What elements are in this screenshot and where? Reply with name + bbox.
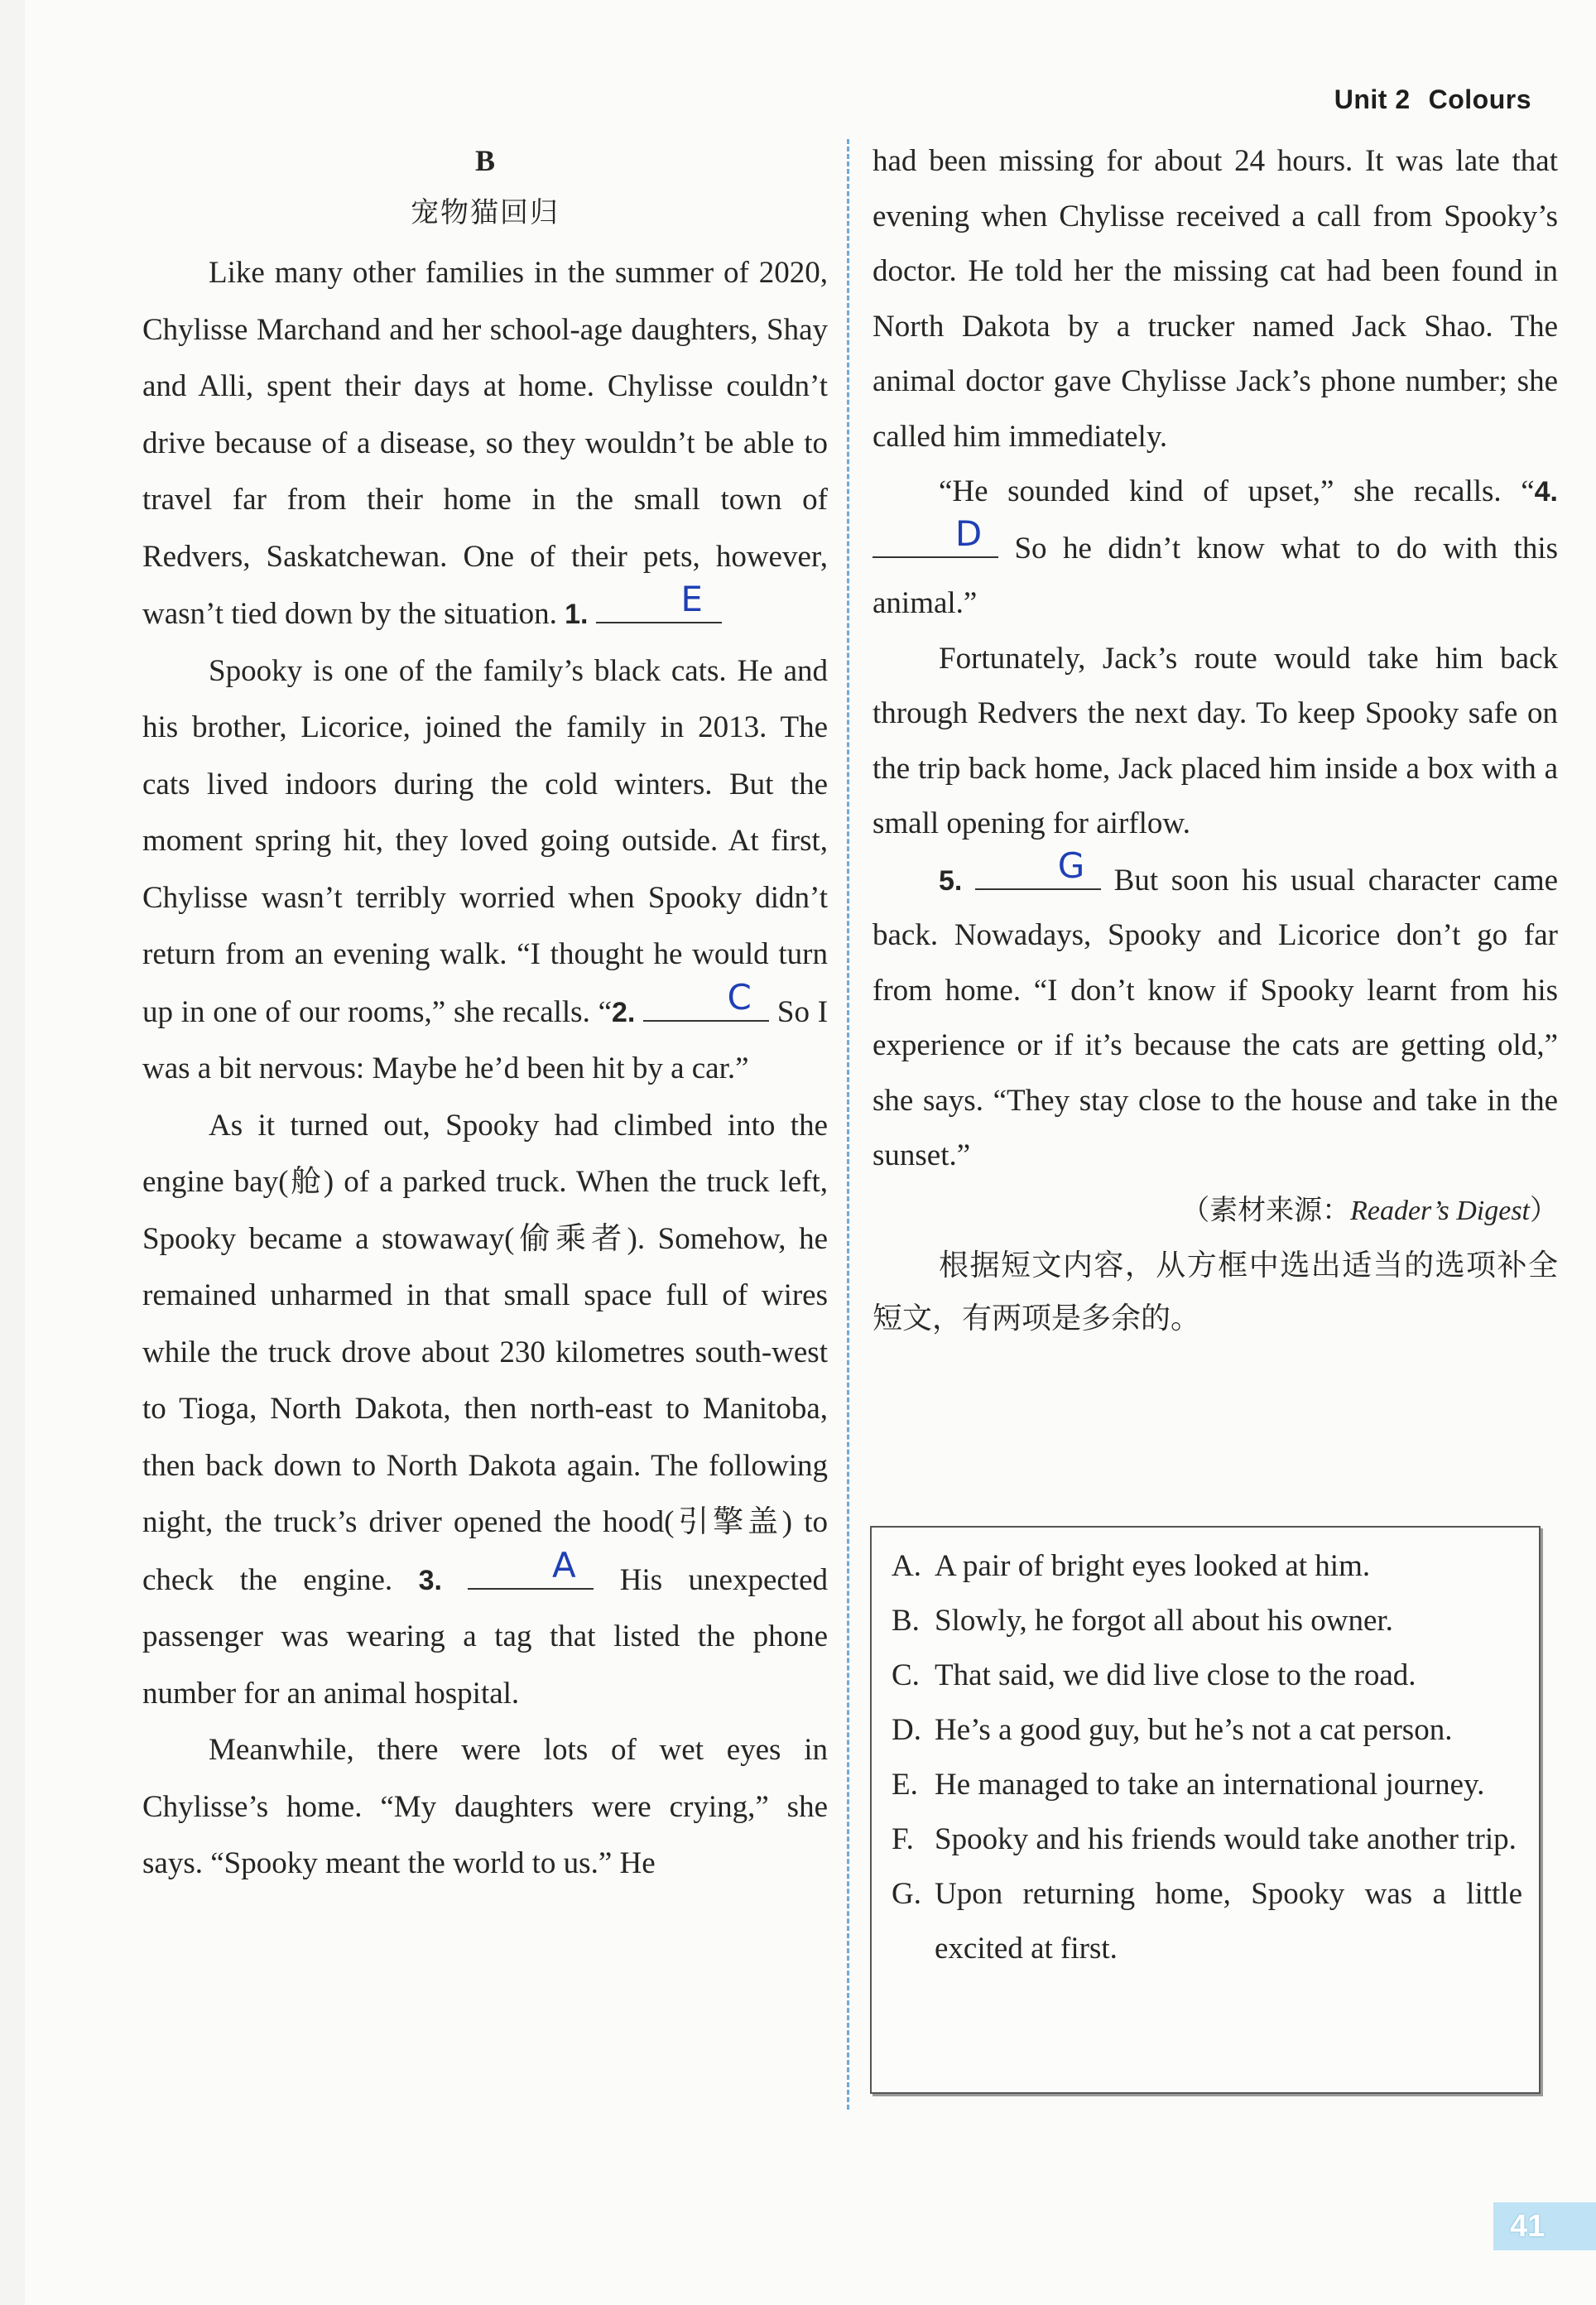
paragraph-2-end: So I was a bit nervous: Maybe he’d been hit by a car.” bbox=[142, 994, 829, 1085]
option-text: Slowly, he forgot all about his owner. bbox=[935, 1604, 1393, 1638]
question-2-number: 2. bbox=[612, 996, 636, 1028]
source-name: Reader’s Digest bbox=[1350, 1195, 1530, 1226]
option-letter: C. bbox=[892, 1658, 920, 1692]
option-g[interactable] bbox=[887, 1867, 1522, 1976]
question-5-number: 5. bbox=[939, 864, 963, 897]
options-box bbox=[870, 1526, 1541, 2094]
header-unit: Unit 2 bbox=[1334, 84, 1411, 114]
header-title: Colours bbox=[1428, 84, 1531, 114]
answer-blank-3[interactable] bbox=[468, 1544, 594, 1590]
running-header bbox=[1334, 84, 1531, 115]
paragraph-3 bbox=[142, 1098, 828, 1723]
paragraph-2-text: Spooky is one of the family’s black cats. He and his brother, Licorice, joined the family in 2013. The cats lived indoors during the cold winters. But the moment spring hit, they loved going outside. At first, Chylisse wasn’t terribly worried when Spooky didn’t return from an evening walk. “I thought he would turn up in one of our rooms,” she recalls. “ bbox=[142, 653, 828, 1029]
answer-blank-1[interactable] bbox=[596, 579, 722, 623]
answer-blank-5[interactable] bbox=[975, 845, 1101, 890]
paragraph-5-end: So he didn’t know what to do with this animal.” bbox=[873, 531, 1559, 620]
right-column bbox=[873, 134, 1558, 1345]
section-subtitle: 宠物猫回归 bbox=[411, 198, 560, 229]
option-a[interactable] bbox=[887, 1539, 1522, 1594]
option-letter: A. bbox=[892, 1549, 921, 1583]
column-divider bbox=[847, 139, 849, 2110]
option-text: Spooky and his friends would take another trip. bbox=[935, 1822, 1517, 1856]
option-text: He’s a good guy, but he’s not a cat person. bbox=[935, 1713, 1453, 1747]
answer-5: G bbox=[1057, 845, 1085, 886]
option-d[interactable] bbox=[887, 1703, 1522, 1758]
paragraph-2 bbox=[142, 643, 828, 1098]
page-number: 41 bbox=[1493, 2202, 1596, 2250]
question-1-number: 1. bbox=[565, 599, 589, 630]
answer-blank-4[interactable] bbox=[873, 512, 998, 558]
source-prefix: （素材来源： bbox=[1181, 1195, 1351, 1226]
option-f[interactable] bbox=[887, 1812, 1522, 1867]
answer-4: D bbox=[954, 512, 983, 554]
paragraph-7 bbox=[873, 845, 1559, 1184]
answer-3: A bbox=[551, 1544, 576, 1586]
option-e[interactable] bbox=[887, 1758, 1522, 1812]
answer-1: E bbox=[680, 579, 703, 619]
paragraph-5 bbox=[873, 464, 1558, 632]
source-suffix: ） bbox=[1530, 1195, 1558, 1226]
paragraph-4 bbox=[142, 1722, 828, 1893]
option-letter: G. bbox=[892, 1877, 921, 1911]
option-text: That said, we did live close to the road. bbox=[935, 1658, 1416, 1692]
paragraph-3-end: His unexpected passenger was wearing a tag that listed the phone number for an animal hospital. bbox=[142, 1562, 829, 1711]
option-text: He managed to take an international journey. bbox=[935, 1768, 1485, 1802]
source-citation bbox=[873, 1184, 1558, 1239]
paragraph-7-text: But soon his usual character came back. Nowadays, Spooky and Licorice don’t go far from home. “I don’t know if Spooky learnt from his experience or if it’s because the cats are getting old,” she says. “They stay close to the house and take in the sunset.” bbox=[873, 863, 1559, 1172]
option-letter: F. bbox=[892, 1822, 914, 1856]
paragraph-4-continued: had been missing for about 24 hours. It was late that evening when Chylisse received a call from Spooky’s doctor. He told her the missing cat had been found in North Dakota by a trucker named Jack Shao. The animal doctor gave Chylisse Jack’s phone number; she called him immediately. bbox=[873, 144, 1558, 454]
section-letter: B bbox=[474, 144, 495, 177]
answer-blank-2[interactable] bbox=[643, 976, 769, 1022]
paragraph-1 bbox=[142, 245, 828, 643]
paragraph-3-text: As it turned out, Spooky had climbed into the engine bay(舱) of a parked truck. When the truck left, Spooky became a stowaway(偷乘者). Somehow, he remained unharmed in that small space full of wires while the truck drove about 230 kilometres south-west to Tioga, North Dakota, then north-east to Manitoba, then back down to North Dakota again. The following night, the truck’s driver opened the hood(引擎盖) to check the engine. bbox=[142, 1108, 828, 1597]
task-instruction: 根据短文内容，从方框中选出适当的选项补全短文，有两项是多余的。 bbox=[873, 1249, 1558, 1335]
paragraph-6: Fortunately, Jack’s route would take him back through Redvers the next day. To keep Spooky safe on the trip back home, Jack placed him inside a box with a small opening for airflow. bbox=[873, 641, 1558, 840]
left-column bbox=[142, 132, 828, 1893]
option-text: A pair of bright eyes looked at him. bbox=[935, 1549, 1371, 1583]
question-3-number: 3. bbox=[418, 1564, 442, 1596]
answer-2: C bbox=[727, 976, 752, 1018]
paragraph-1-text: Like many other families in the summer of 2020, Chylisse Marchand and her school-age daughters, Shay and Alli, spent their days at home. Chylisse couldn’t drive because of a disease, so they wouldn’t be able to travel far from their home in the small town of Redvers, Saskatchewan. One of their pets, however, wasn’t tied down by the situation. bbox=[142, 256, 828, 631]
option-letter: E. bbox=[892, 1768, 918, 1802]
page bbox=[25, 0, 1596, 2305]
paragraph-5-text: “He sounded kind of upset,” she recalls. “ bbox=[939, 474, 1535, 508]
option-letter: D. bbox=[892, 1713, 921, 1747]
question-4-number: 4. bbox=[1534, 476, 1558, 508]
paragraph-4-text: Meanwhile, there were lots of wet eyes in Chylisse’s home. “My daughters were crying,” she says. “Spooky meant the world to us.” He bbox=[142, 1733, 828, 1880]
option-c[interactable] bbox=[887, 1648, 1522, 1703]
option-b[interactable] bbox=[887, 1594, 1522, 1648]
option-letter: B. bbox=[892, 1604, 920, 1638]
option-text: Upon returning home, Spooky was a little excited at first. bbox=[935, 1877, 1522, 1966]
